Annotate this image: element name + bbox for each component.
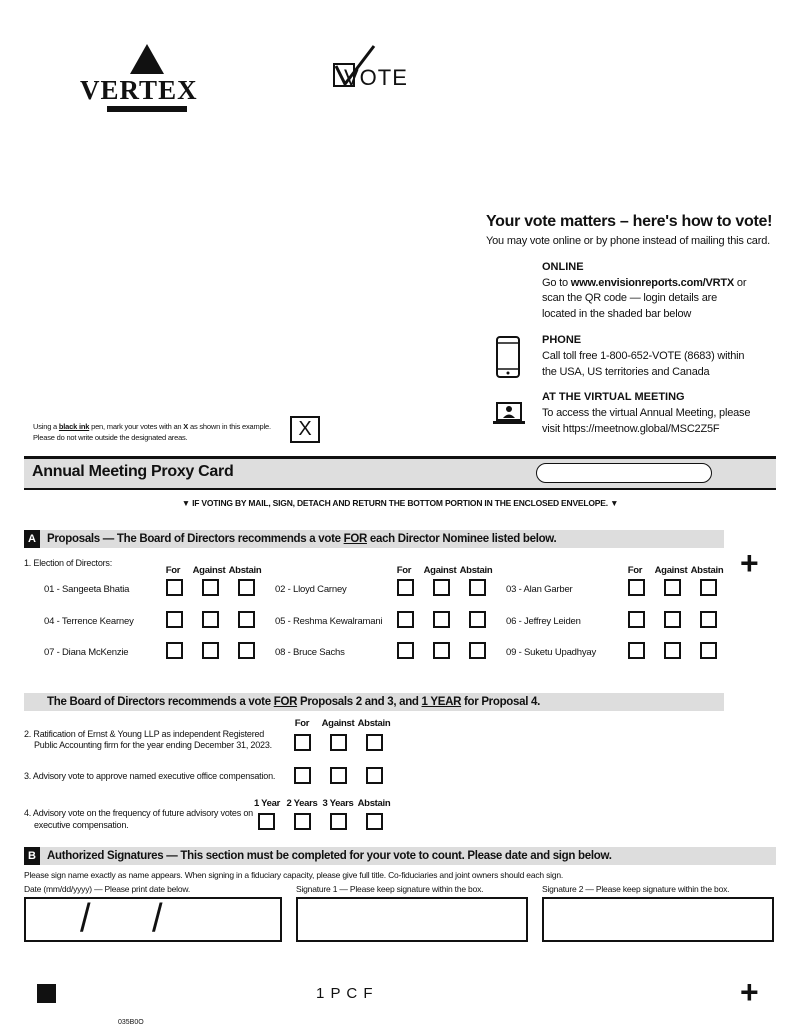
board-rec-b: Proposals 2 and 3, and	[297, 696, 422, 708]
col3-header-for: For	[627, 565, 643, 576]
date-separator-2: /	[152, 896, 163, 942]
p4-header-2years: 2 Years	[286, 798, 318, 809]
online-line3: located in the shaded bar below	[542, 308, 692, 320]
down-triangle-right-icon: ▼	[607, 498, 619, 508]
phone-heading: PHONE	[542, 334, 582, 346]
vote-logo	[330, 42, 410, 92]
proposal-3-for-checkbox[interactable]	[294, 767, 311, 784]
nominee-7-for-checkbox[interactable]	[166, 642, 183, 659]
laptop-meeting-icon	[493, 402, 525, 426]
election-label: 1. Election of Directors:	[24, 558, 113, 568]
example-mark: X	[298, 418, 312, 440]
nominee-7-abstain-checkbox[interactable]	[238, 642, 255, 659]
nominee-2-for-checkbox[interactable]	[397, 579, 414, 596]
vote-wordmark: VOTE	[344, 65, 408, 90]
nominee-4-abstain-checkbox[interactable]	[238, 611, 255, 628]
proposal-2-abstain-checkbox[interactable]	[366, 734, 383, 751]
proposal-4-abstain-checkbox[interactable]	[366, 813, 383, 830]
proposal-4-2years-checkbox[interactable]	[294, 813, 311, 830]
online-or: or	[734, 277, 747, 289]
signature-1-label: Signature 1 — Please keep signature within the box.	[296, 884, 484, 894]
section-a-title	[47, 530, 556, 548]
date-label: Date (mm/dd/yyyy) — Please print date below.	[24, 884, 190, 894]
proposal-4-line1: 4. Advisory vote on the frequency of future advisory votes on	[24, 808, 253, 818]
down-triangle-left-icon: ▼	[181, 498, 193, 508]
nominee-4-for-checkbox[interactable]	[166, 611, 183, 628]
nominee-8-abstain-checkbox[interactable]	[469, 642, 486, 659]
nominee-3-against-checkbox[interactable]	[664, 579, 681, 596]
marking-x: X	[183, 422, 189, 431]
nominee-1-abstain-checkbox[interactable]	[238, 579, 255, 596]
card-title: Annual Meeting Proxy Card	[32, 463, 234, 480]
p2-header-abstain: Abstain	[357, 718, 391, 729]
vote-instructions-subtitle: You may vote online or by phone instead of mailing this card.	[486, 235, 770, 247]
proposal-3-against-checkbox[interactable]	[330, 767, 347, 784]
nominee-9-against-checkbox[interactable]	[664, 642, 681, 659]
detach-instruction	[0, 498, 800, 508]
p2-header-against: Against	[321, 718, 355, 729]
nominee-3-abstain-checkbox[interactable]	[700, 579, 717, 596]
proposal-2-for-checkbox[interactable]	[294, 734, 311, 751]
p4-header-3years: 3 Years	[322, 798, 354, 809]
nominee-6-against-checkbox[interactable]	[664, 611, 681, 628]
virtual-heading: AT THE VIRTUAL MEETING	[542, 391, 685, 403]
proposal-2-line1: 2. Ratification of Ernst & Young LLP as independent Registered	[24, 729, 265, 739]
phone-line2: the USA, US territories and Canada	[542, 366, 710, 378]
marking-black-ink: black ink	[58, 422, 90, 431]
proposal-3-text: 3. Advisory vote to approve named executive office compensation.	[24, 771, 276, 781]
nominee-3-for-checkbox[interactable]	[628, 579, 645, 596]
nominee-5-against-checkbox[interactable]	[433, 611, 450, 628]
section-a-title-b: each Director Nominee listed below.	[366, 533, 557, 545]
board-rec-for: FOR	[273, 696, 298, 708]
section-a-title-a: Proposals — The Board of Directors recommends a vote	[47, 533, 344, 545]
marking-line2: Please do not write outside the designated areas.	[33, 433, 188, 442]
board-rec-title	[47, 693, 540, 711]
nominee-6-for-checkbox[interactable]	[628, 611, 645, 628]
phone-line1: Call toll free 1-800-652-VOTE (8683) within	[542, 350, 745, 362]
date-field[interactable]	[24, 897, 282, 942]
nominee-5-for-checkbox[interactable]	[397, 611, 414, 628]
marking-c: pen, mark your votes with an	[89, 422, 184, 431]
nominee-label: 07 - Diana McKenzie	[44, 647, 129, 658]
virtual-line1: To access the virtual Annual Meeting, please	[542, 407, 751, 419]
board-rec-c: for Proposal 4.	[461, 696, 541, 708]
nominee-8-for-checkbox[interactable]	[397, 642, 414, 659]
marking-instructions	[33, 421, 271, 443]
nominee-label: 09 - Suketu Upadhyay	[506, 647, 597, 658]
section-a-letter: A	[24, 530, 40, 548]
online-url[interactable]: www.envisionreports.com/VRTX	[570, 277, 735, 289]
example-mark-box	[290, 416, 320, 443]
nominee-2-against-checkbox[interactable]	[433, 579, 450, 596]
nominee-label: 01 - Sangeeta Bhatia	[44, 584, 130, 595]
nominee-label: 06 - Jeffrey Leiden	[506, 616, 581, 627]
signature-instruction: Please sign name exactly as name appears. When signing in a fiduciary capacity, please give full title. Co-fiduciaries and joint owners should each sign.	[24, 870, 564, 880]
col3-header-against: Against	[654, 565, 688, 576]
p4-header-1year: 1 Year	[253, 798, 281, 809]
marking-d: as shown in this example.	[188, 422, 271, 431]
detach-text: IF VOTING BY MAIL, SIGN, DETACH AND RETURN THE BOTTOM PORTION IN THE ENCLOSED ENVELOPE.	[192, 498, 608, 508]
nominee-label: 08 - Bruce Sachs	[275, 647, 345, 658]
proposal-4-1year-checkbox[interactable]	[258, 813, 275, 830]
nominee-5-abstain-checkbox[interactable]	[469, 611, 486, 628]
proposal-2-line2: Public Accounting firm for the year ending December 31, 2023.	[34, 740, 272, 750]
virtual-line2: visit https://meetnow.global/MSC2Z5F	[542, 423, 720, 435]
date-separator-1: /	[80, 896, 91, 942]
section-a-title-for: FOR	[343, 533, 367, 545]
proposal-4-line2: executive compensation.	[34, 820, 129, 830]
nominee-label: 04 - Terrence Kearney	[44, 616, 134, 627]
proposal-2-against-checkbox[interactable]	[330, 734, 347, 751]
col1-header-for: For	[165, 565, 181, 576]
card-bottom-rule	[24, 488, 776, 490]
online-goto: Go to	[542, 277, 571, 289]
nominee-9-abstain-checkbox[interactable]	[700, 642, 717, 659]
footer-plus: +	[740, 974, 759, 1010]
online-line2: scan the QR code — login details are	[542, 292, 718, 304]
top-right-plus: +	[740, 545, 759, 581]
vertex-wordmark: VERTEX	[80, 75, 198, 105]
col1-header-against: Against	[192, 565, 226, 576]
nominee-1-for-checkbox[interactable]	[166, 579, 183, 596]
section-b-letter: B	[24, 847, 40, 865]
col2-header-abstain: Abstain	[459, 565, 493, 576]
registration-mark-square	[37, 984, 56, 1003]
nominee-7-against-checkbox[interactable]	[202, 642, 219, 659]
nominee-4-against-checkbox[interactable]	[202, 611, 219, 628]
control-number-field	[536, 463, 712, 483]
col2-header-against: Against	[423, 565, 457, 576]
marking-a: Using a	[33, 422, 59, 431]
online-heading: ONLINE	[542, 261, 584, 273]
col3-header-abstain: Abstain	[690, 565, 724, 576]
p2-header-for: For	[294, 718, 310, 729]
col1-header-abstain: Abstain	[228, 565, 262, 576]
signature-2-label: Signature 2 — Please keep signature within the box.	[542, 884, 730, 894]
nominee-label: 05 - Reshma Kewalramani	[275, 616, 383, 627]
signature-1-field[interactable]	[296, 897, 528, 942]
vote-instructions-title: Your vote matters – here's how to vote!	[486, 213, 773, 230]
board-rec-year: 1 YEAR	[421, 696, 462, 708]
board-rec-a: The Board of Directors recommends a vote	[47, 696, 274, 708]
phone-icon	[495, 335, 521, 379]
proposal-4-3years-checkbox[interactable]	[330, 813, 347, 830]
signature-2-field[interactable]	[542, 897, 774, 942]
col2-header-for: For	[396, 565, 412, 576]
nominee-8-against-checkbox[interactable]	[433, 642, 450, 659]
p4-header-abstain: Abstain	[357, 798, 391, 809]
footer-code: 1 P C F	[316, 985, 374, 1002]
proposal-3-abstain-checkbox[interactable]	[366, 767, 383, 784]
nominee-label: 03 - Alan Garber	[506, 584, 573, 595]
marking-line1	[33, 421, 271, 432]
nominee-1-against-checkbox[interactable]	[202, 579, 219, 596]
nominee-6-abstain-checkbox[interactable]	[700, 611, 717, 628]
nominee-9-for-checkbox[interactable]	[628, 642, 645, 659]
nominee-label: 02 - Lloyd Carney	[275, 584, 347, 595]
vertex-logo	[80, 44, 215, 116]
nominee-2-abstain-checkbox[interactable]	[469, 579, 486, 596]
section-b-title: Authorized Signatures — This section must be completed for your vote to count. Please date and sign below.	[47, 850, 612, 862]
footer-small-code: 035B0O	[118, 1019, 144, 1026]
online-line1	[542, 277, 746, 289]
